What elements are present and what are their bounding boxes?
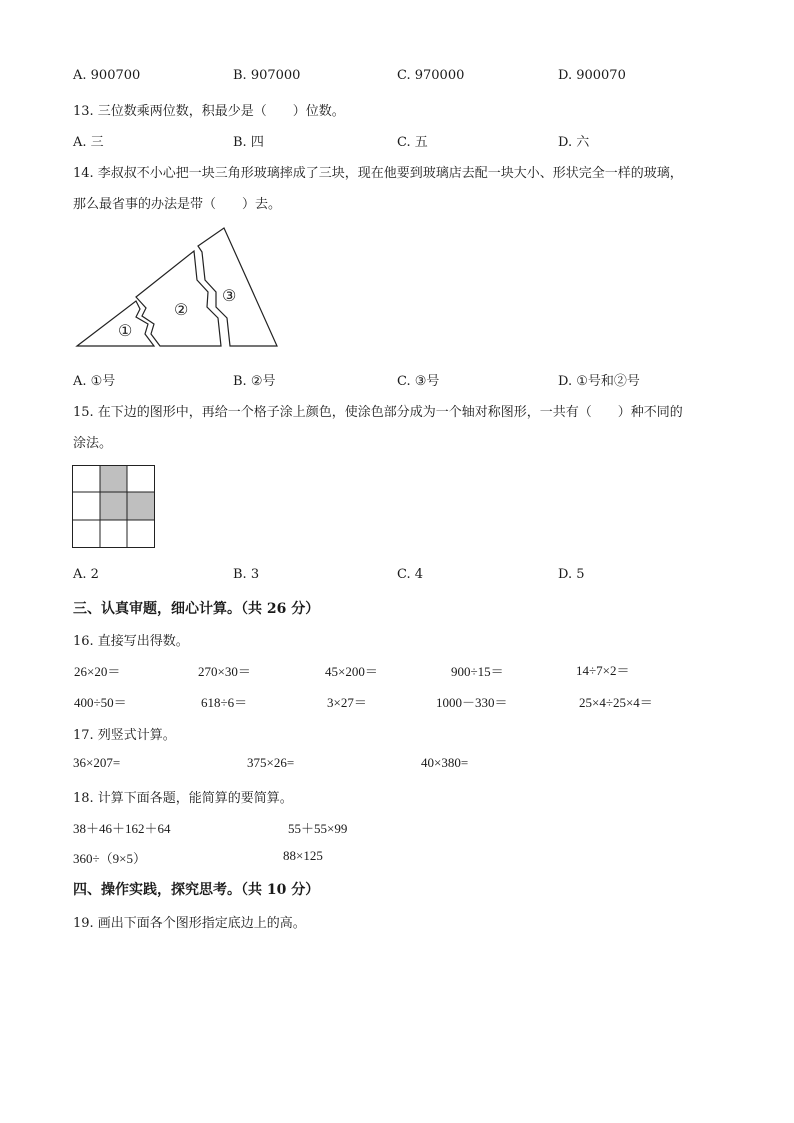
q18-item: 88×125 bbox=[283, 848, 323, 863]
section-3-heading: 三、认真审题，细心计算。（共 26 分） bbox=[73, 601, 320, 617]
q18-item: 38＋46＋162＋64 bbox=[73, 821, 171, 836]
q14-option-b: B. ②号 bbox=[233, 374, 276, 389]
q16-item: 25×4÷25×4＝ bbox=[579, 695, 653, 710]
q14-option-c: C. ③号 bbox=[397, 374, 440, 389]
shaded-cell-top-middle bbox=[100, 465, 127, 492]
q13-option-a: A. 三 bbox=[73, 135, 104, 150]
piece-label-1: ① bbox=[118, 321, 133, 340]
q14-option-d: D. ①号和②号 bbox=[558, 374, 640, 389]
q16-item: 400÷50＝ bbox=[74, 695, 127, 710]
q18-item: 360÷（9×5） bbox=[73, 851, 146, 866]
q17-item: 40×380= bbox=[421, 755, 469, 770]
q19-question: 19. 画出下面各个图形指定底边上的高。 bbox=[73, 916, 306, 931]
grid-figure bbox=[71, 464, 157, 550]
q16-item: 14÷7×2＝ bbox=[576, 663, 630, 678]
q12-option-b: B. 907000 bbox=[233, 68, 301, 83]
q18-question: 18. 计算下面各题，能简算的要简算。 bbox=[73, 791, 293, 806]
q16-item: 618÷6＝ bbox=[201, 695, 248, 710]
q18-item: 55＋55×99 bbox=[288, 821, 348, 836]
q17-item: 36×207= bbox=[73, 755, 121, 770]
q16-item: 45×200＝ bbox=[325, 664, 378, 679]
q13-question: 13. 三位数乘两位数，积最少是（ ）位数。 bbox=[73, 104, 345, 119]
triangle-piece-3 bbox=[198, 228, 277, 346]
q12-option-a: A. 900700 bbox=[73, 68, 141, 83]
q17-item: 375×26= bbox=[247, 755, 295, 770]
q15-option-b: B. 3 bbox=[233, 567, 260, 582]
q12-option-d: D. 900070 bbox=[558, 68, 626, 83]
q16-item: 900÷15＝ bbox=[451, 664, 504, 679]
q17-question: 17. 列竖式计算。 bbox=[73, 728, 176, 743]
q16-question: 16. 直接写出得数。 bbox=[73, 634, 189, 649]
q13-option-d: D. 六 bbox=[558, 135, 590, 150]
q12-option-c: C. 970000 bbox=[397, 68, 465, 83]
piece-label-2: ② bbox=[174, 300, 189, 319]
q15-option-a: A. 2 bbox=[73, 567, 99, 582]
q14-question-line2: 那么最省事的办法是带（ ）去。 bbox=[73, 197, 282, 212]
broken-triangle-figure bbox=[70, 222, 290, 354]
q16-item: 270×30＝ bbox=[198, 664, 251, 679]
q16-item: 26×20＝ bbox=[74, 664, 121, 679]
shaded-cell-center bbox=[100, 492, 127, 520]
q13-option-b: B. 四 bbox=[233, 135, 264, 150]
section-4-heading: 四、操作实践，探究思考。（共 10 分） bbox=[73, 882, 320, 898]
q15-option-c: C. 4 bbox=[397, 567, 424, 582]
triangle-piece-1 bbox=[77, 301, 154, 346]
q14-option-a: A. ①号 bbox=[73, 374, 116, 389]
q13-option-c: C. 五 bbox=[397, 135, 428, 150]
q14-question-line1: 14. 李叔叔不小心把一块三角形玻璃摔成了三块，现在他要到玻璃店去配一块大小、形状完全一样的玻璃， bbox=[73, 166, 683, 181]
q15-option-d: D. 5 bbox=[558, 567, 585, 582]
q15-question-line2: 涂法。 bbox=[73, 436, 113, 451]
q16-item: 3×27＝ bbox=[327, 695, 367, 710]
triangle-piece-2 bbox=[136, 251, 221, 346]
q15-question-line1: 15. 在下边的图形中，再给一个格子涂上颜色，使涂色部分成为一个轴对称图形，一共有（ ）种不同的 bbox=[73, 405, 683, 420]
q16-item: 1000－330＝ bbox=[436, 695, 508, 710]
shaded-cell-middle-right bbox=[127, 492, 154, 520]
piece-label-3: ③ bbox=[222, 286, 237, 305]
